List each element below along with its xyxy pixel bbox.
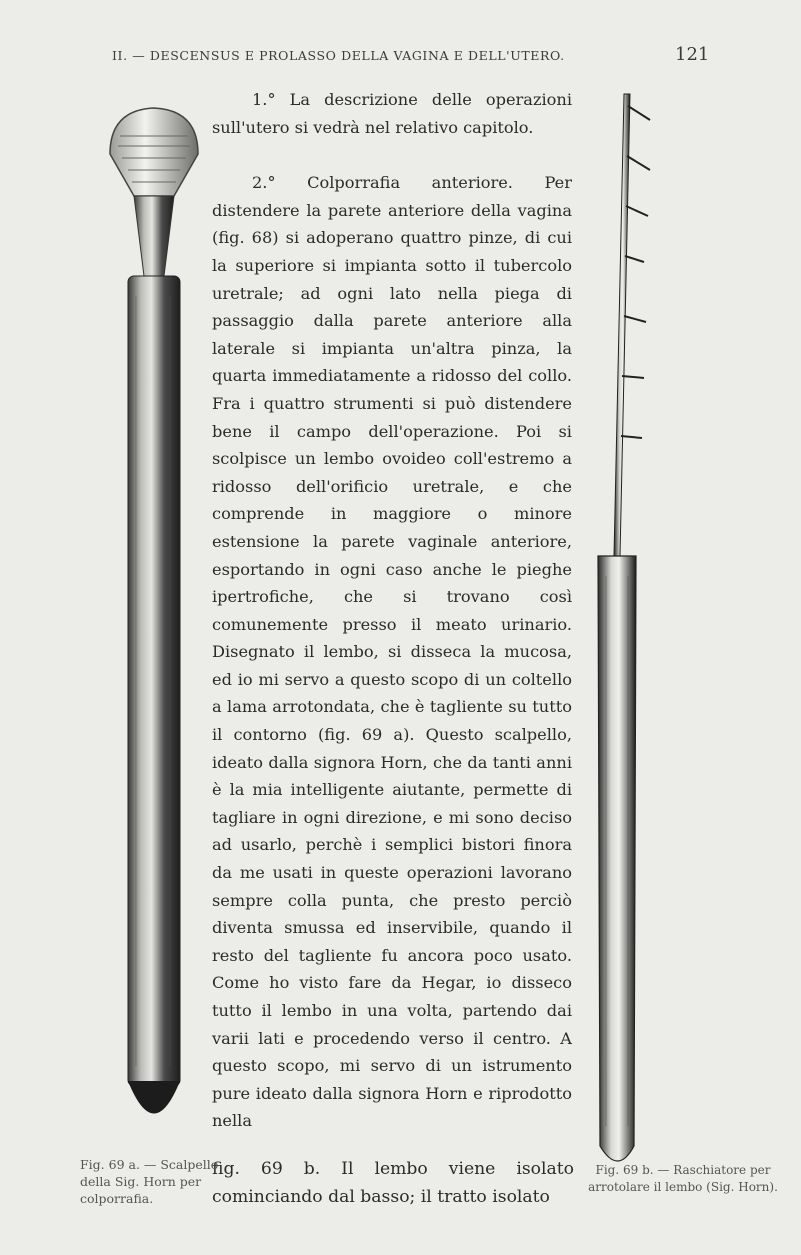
paragraph-3: fig. 69 b. Il lembo viene isolato cominciando dal basso; il tratto isolato [212,1159,574,1207]
paragraph-1: 1.° La descrizione delle operazioni sull'utero si vedrà nel relativo capitolo. [212,90,572,137]
figure-69b-scraper [584,86,656,1172]
figure-69a-scalpel [104,96,204,1150]
running-head [112,44,712,65]
paragraph-2: 2.° Colporrafia anteriore. Per distendere la parete anteriore della vagina (fig. 68) si adoperano quattro pinze, di cui la superiore si impianta sotto il tubercolo uretrale; ad ogni lato nella piega di passaggio dalla parete anteriore alla laterale si impianta un'altra pinza, la quarta immediatamente a ridosso del collo. Fra i quattro strumenti si può distendere bene il campo dell'operazione. Poi si scolpisce un lembo ovoideo coll'estremo a ridosso dell'orificio uretrale, e che comprende in maggiore o minore estensione la parete vaginale anteriore, esportando in ogni caso anche le pieghe ipertrofiche, che si trovano così comunemente presso il meato urinario. Disegnato il lembo, si disseca la mucosa, ed io mi servo a questo scopo di un coltello a lama arrotondata, che è tagliente su tutto il contorno (fig. 69 a). Questo scalpello, ideato dalla signora Horn, che da tanti anni è la mia intelligente aiutante, permette di tagliare in ogni direzione, e mi sono deciso ad usarlo, perchè i semplici bistori finora da me usati in queste operazioni lavorano sempre colla punta, che presto perciò diventa smussa ed inservibile, quando il resto del tagliente fu ancora poco usato. Come ho visto fare da Hegar, io disseco tutto il lembo in una volta, partendo dai varii lati e procedendo verso il centro. A questo scopo, mi servo di un istrumento pure ideato dalla signora Horn e riprodotto nella [212,173,572,1131]
running-head-text: II. — DESCENSUS E PROLASSO DELLA VAGINA E DELL'UTERO. [112,48,565,63]
caption-fig-69a: Fig. 69 a. — Scalpello della Sig. Horn per colporrafia. [80,1157,219,1206]
body-text [212,86,572,1135]
body-text-continuation [212,1156,574,1211]
page-number: 121 [675,44,710,65]
caption-fig-69b: Fig. 69 b. — Raschiatore per arrotolare il lembo (Sig. Horn). [588,1163,778,1194]
